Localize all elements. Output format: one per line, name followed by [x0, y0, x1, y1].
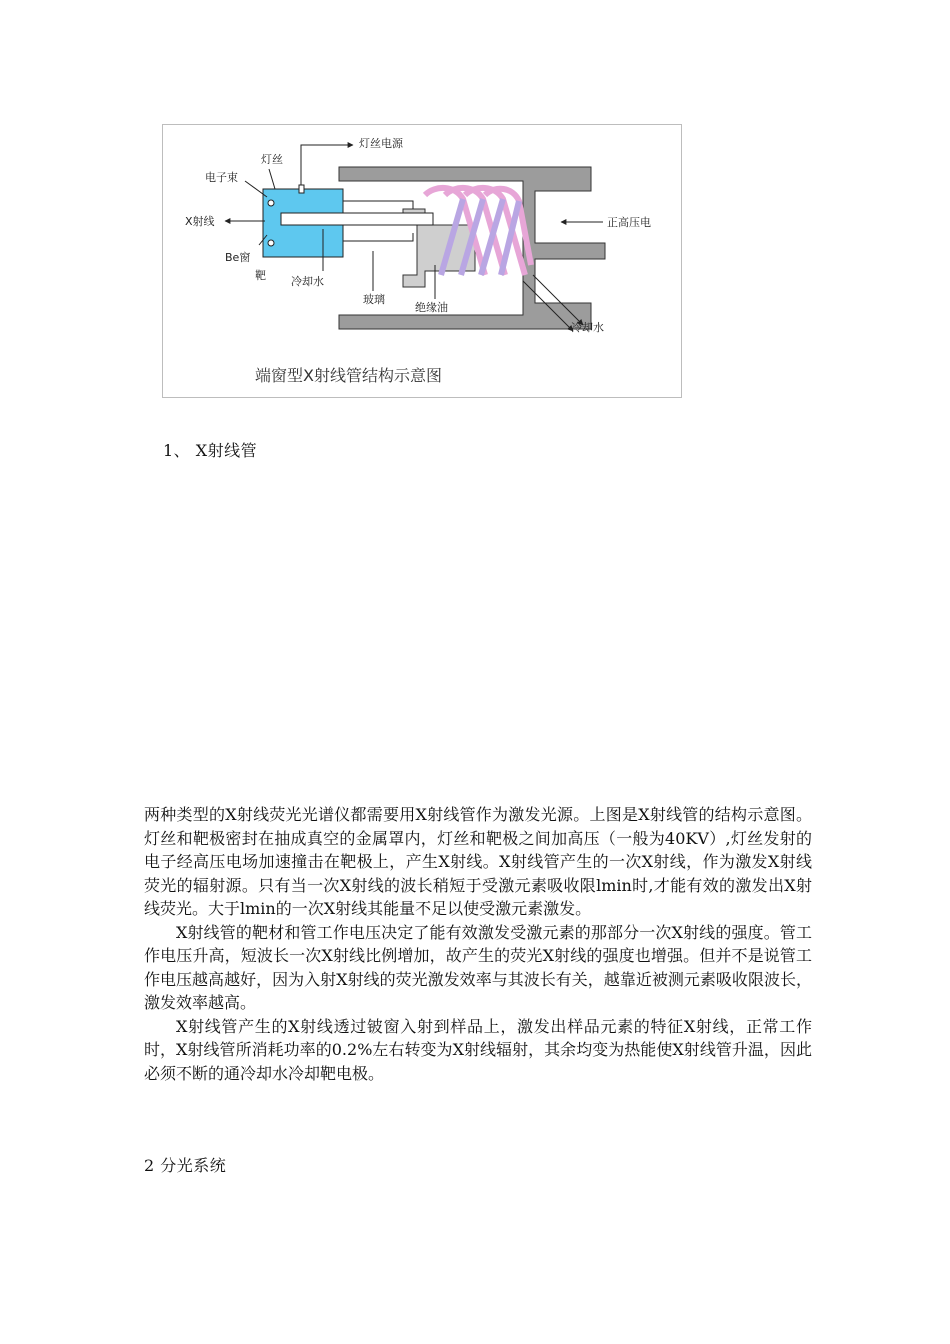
figure-caption: 端窗型X射线管结构示意图 — [255, 366, 442, 385]
body-text — [144, 803, 812, 1085]
xray-tube-figure — [162, 124, 682, 398]
paragraph-3: X射线管产生的X射线透过铍窗入射到样品上，激发出样品元素的特征X射线，正常工作时，X射线管所消耗功率的0.2%左右转变为X射线辐射，其余均变为热能使X射线管升温，因此必须不断的通冷却水冷却靶电极。 — [144, 1016, 812, 1083]
xray-tube-diagram — [163, 125, 683, 399]
label-glass: 玻璃 — [363, 293, 385, 306]
label-target: 靶 — [255, 269, 266, 282]
section-1-title: 1、 X射线管 — [163, 441, 258, 460]
label-positive-hv: 正高压电 — [607, 216, 651, 229]
label-electron-beam: 电子束 — [205, 171, 238, 184]
label-cooling-water-right: 冷却水 — [571, 321, 604, 334]
label-cooling-water-left: 冷却水 — [291, 275, 324, 288]
anode-channel — [281, 213, 433, 225]
paragraph-1: 两种类型的X射线荧光光谱仪都需要用X射线管作为激发光源。上图是X射线管的结构示意图。灯丝和靶极密封在抽成真空的金属罩内，灯丝和靶极之间加高压（一般为40KV）,灯丝发射的电子经高压电场加速撞击在靶极上，产生X射线。X射线管产生的一次X射线，作为激发X射线荧光的辐射源。只有当一次X射线的波长稍短于受激元素吸收限lmin时,才能有效的激发出X射线荧光。大于lmin的一次X射线其能量不足以使受激元素激发。 — [144, 805, 812, 918]
label-insulating-oil: 绝缘油 — [415, 301, 448, 314]
label-filament: 灯丝 — [261, 153, 283, 166]
paragraph-2: X射线管的靶材和管工作电压决定了能有效激发受激元素的那部分一次X射线的强度。管工作电压升高，短波长一次X射线比例增加，故产生的荧光X射线的强度也增强。但并不是说管工作电压越高越好，因为入射X射线的荧光激发效率与其波长有关，越靠近被测元素吸收限波长，激发效率越高。 — [144, 922, 812, 1012]
label-filament-power: 灯丝电源 — [359, 137, 403, 150]
label-be-window: Be窗 — [225, 251, 251, 264]
label-xray: X射线 — [185, 215, 215, 228]
section-2-title: 2 分光系统 — [144, 1156, 227, 1175]
